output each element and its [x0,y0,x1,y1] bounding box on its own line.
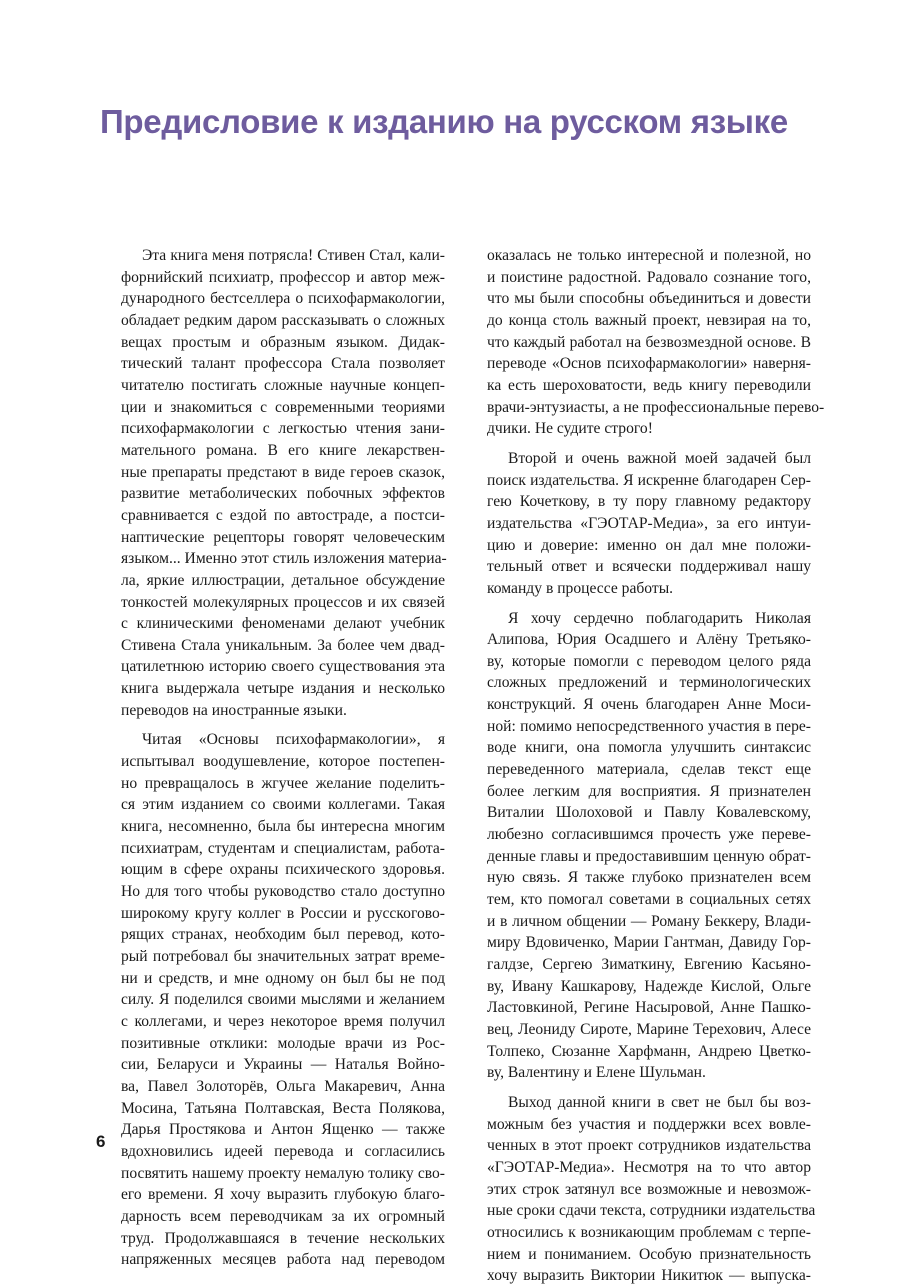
text-line: труд. Продолжавшаяся в течение нескольких [121,1229,445,1247]
text-line: испытывал воодушевление, которое постепен- [121,753,445,771]
text-line: широкому кругу коллег в России и русскогово- [121,904,445,922]
text-line: вец, Леониду Сироте, Марине Терехович, Алесе [487,1020,811,1038]
text-line: обладает редким даром рассказывать о сложных [121,311,445,329]
text-line: ные сроки сдачи текста, сотрудники издательства [487,1202,816,1220]
text-line: конструкций. Я очень благодарен Анне Моси- [487,696,811,714]
text-line: тем, кто помогал советами в социальных сетях [487,891,811,909]
text-line: Стивена Стала уникальным. За более чем двад- [121,636,445,654]
text-line: ся этим изданием со своими коллегами. Такая [121,796,445,814]
text-line: более легким для восприятия. Я признателен [487,782,811,800]
text-line: книга выдержала четыре издания и несколько [121,680,445,698]
text-line: психиатрам, студентам и специалистам, работа- [121,839,445,857]
text-line: книга, несомненно, была бы интересна многим [121,818,445,836]
text-line: с коллегами, и через некоторое время получил [121,1012,445,1030]
text-line: ную связь. Я также глубоко признателен всем [487,869,811,887]
text-line: ва, Павел Золоторёв, Ольга Макаревич, Анна [121,1077,445,1095]
text-line: вдохновились идеей перевода и согласились [121,1142,445,1160]
text-line: развитие метаболических побочных эффектов [121,485,445,503]
text-line: силу. Я поделился своими мыслями и желанием [121,991,445,1009]
text-line: рый потребовал бы значительных затрат време- [121,948,445,965]
paragraph [466,1092,816,1287]
text-line: и в личном общении — Роману Беккеру, Влади- [487,912,811,930]
text-line: цатилетнюю историю своего существования эта [121,658,445,676]
text-line: нием и пониманием. Особую признательность [487,1245,811,1263]
text-line: и поистине радостной. Радовало сознание того, [487,268,811,286]
text-line: дчики. Не судите строго! [487,420,653,438]
text-line: дарность всем переводчикам за их огромный [121,1207,445,1225]
text-line: ву, Ивану Кашкарову, Надежде Кислой, Ольге [487,977,811,995]
text-line: относились к возникающим проблемам с терпе- [487,1223,811,1241]
text-line: оказалась не только интересной и полезной, но [487,247,811,264]
text-line: сложных предложений и терминологических [487,674,811,692]
text-line: Ластовкиной, Регине Насыровой, Анне Пашко- [487,999,811,1017]
text-line: ной: помимо непосредственного участия в пере- [487,717,811,735]
text-line: но превращалось в жгучее желание поделить- [121,774,445,792]
text-line: хочу выразить Виктории Никитюк — выпуска- [487,1267,811,1285]
text-line: миру Вдовиченко, Марии Гантман, Давиду Гор- [487,934,811,952]
text-line: врачи-энтузиасты, а не профессиональные перево- [487,398,825,416]
text-line: позитивные отклики: молодые врачи из Рос- [121,1034,445,1052]
text-line: Дарья Простякова и Антон Ященко — также [121,1121,445,1139]
text-line: языком... Именно этот стиль изложения материа- [121,550,447,568]
text-line: дународного бестселлера о психофармакологии, [121,290,445,308]
text-line: сии, Беларуси и Украины — Наталья Войно- [121,1056,445,1074]
text-line: ни и средств, и мне одному он был бы не под [121,969,445,987]
text-line: Я хочу сердечно поблагодарить Николая [508,609,811,627]
text-line: галдзе, Сергею Зиматкину, Евгению Касьяно- [487,956,811,973]
text-line: тический талант профессора Стала позволяет [121,355,445,373]
paragraph [466,448,811,600]
text-line: наптические рецепторы говорят человеческим [121,528,445,546]
text-line: что каждый работал на безвозмездной основе. В [487,333,811,351]
text-line: до конца столь важный проект, невзирая на то, [487,311,811,329]
text-line: ла, яркие иллюстрации, детальное обсуждение [121,571,445,589]
text-line: цию и доверие: именно он дал мне положи- [487,536,811,554]
text-line: ву, которые помогли с переводом целого ряда [487,652,811,670]
paragraph [100,729,445,1270]
paragraph [100,245,445,721]
text-line: можным без участия и поддержки всех вовле- [487,1115,811,1133]
text-line: Алипова, Юрия Осадшего и Алёну Третьяко- [487,631,811,649]
text-line: денные главы и предоставившим ценную обрат- [487,847,811,865]
text-line: форнийский психиатр, профессор и автор меж- [121,268,445,286]
text-line: посвятить нашему проекту немалую толику сво- [121,1164,445,1182]
text-line: команду в процессе работы. [487,579,674,597]
text-line: Второй и очень важной моей задачей был [508,449,811,467]
chapter-title: Предисловие к изданию на русском языке [100,103,788,140]
text-line: Виталии Шолоховой и Павлу Ковалевскому, [487,804,811,822]
text-line: этих строк затянул все возможные и невозмож- [487,1180,811,1198]
text-line: Читая «Основы психофармакологии», я [142,731,445,749]
text-line: напряженных месяцев работа над переводом [121,1251,445,1269]
text-line: поиск издательства. Я искренне благодарен Сер- [487,471,811,489]
text-line: ции и знакомиться с современными теориями [121,398,445,416]
text-line: Выход данной книги в свет не был бы воз- [508,1093,811,1111]
paragraph [466,245,825,440]
text-line: ка есть шероховатости, ведь книгу переводили [487,376,811,394]
text-line: «ГЭОТАР-Медиа». Несмотря на то что автор [487,1158,811,1176]
text-line: Мосина, Татьяна Полтавская, Веста Полякова, [121,1099,445,1117]
text-line: мательного романа. В его книге лекарствен- [121,441,445,459]
text-line: с клиническими феноменами делают учебник [121,615,445,633]
text-line: ченных в этот проект сотрудников издательства [487,1137,811,1155]
text-line: ющим в сфере охраны психического здоровья. [121,861,445,879]
right-column [466,245,825,1287]
text-line: его времени. Я хочу выразить глубокую благо- [121,1186,445,1204]
text-line: тельный ответ и всячески поддерживал нашу [487,558,811,576]
text-line: переводов на иностранные языки. [121,701,347,719]
text-line: сравнивается с ездой по автостраде, а постси- [121,506,445,524]
text-line: Толпеко, Сюзанне Харфманн, Андрею Цветко- [487,1042,811,1060]
text-line: любезно согласившимся прочесть уже переве- [487,826,811,844]
paragraph [466,608,811,1084]
text-line: гею Кочеткову, в ту пору главному редактору [487,493,811,511]
text-line: что мы были способны объединиться и довести [487,290,811,308]
text-line: рящих странах, необходим был перевод, кото- [121,926,445,944]
text-line: Эта книга меня потрясла! Стивен Стал, кали- [142,247,445,264]
text-line: ву, Валентину и Елене Шульман. [487,1064,706,1082]
text-line: воде книги, она помогла улучшить синтаксис [487,739,811,757]
text-line: тонкостей молекулярных процессов и их связей [121,593,445,611]
left-column [100,245,445,1271]
text-line: вещах простым и образным языком. Дидак- [121,333,445,351]
text-line: психофармакологии с легкостью чтения зани- [121,420,445,438]
page-number: 6 [96,1132,106,1151]
text-line: переводе «Основ психофармакологии» наверня- [487,355,811,373]
text-line: читателю постигать сложные научные концеп- [121,376,445,394]
text-line: ные препараты предстают в виде героев сказок, [121,463,445,481]
text-line: переведенного материала, сделав текст еще [487,761,811,779]
text-line: Но для того чтобы руководство стало доступно [121,883,445,901]
text-line: издательства «ГЭОТАР-Медиа», за его интуи- [487,514,811,532]
